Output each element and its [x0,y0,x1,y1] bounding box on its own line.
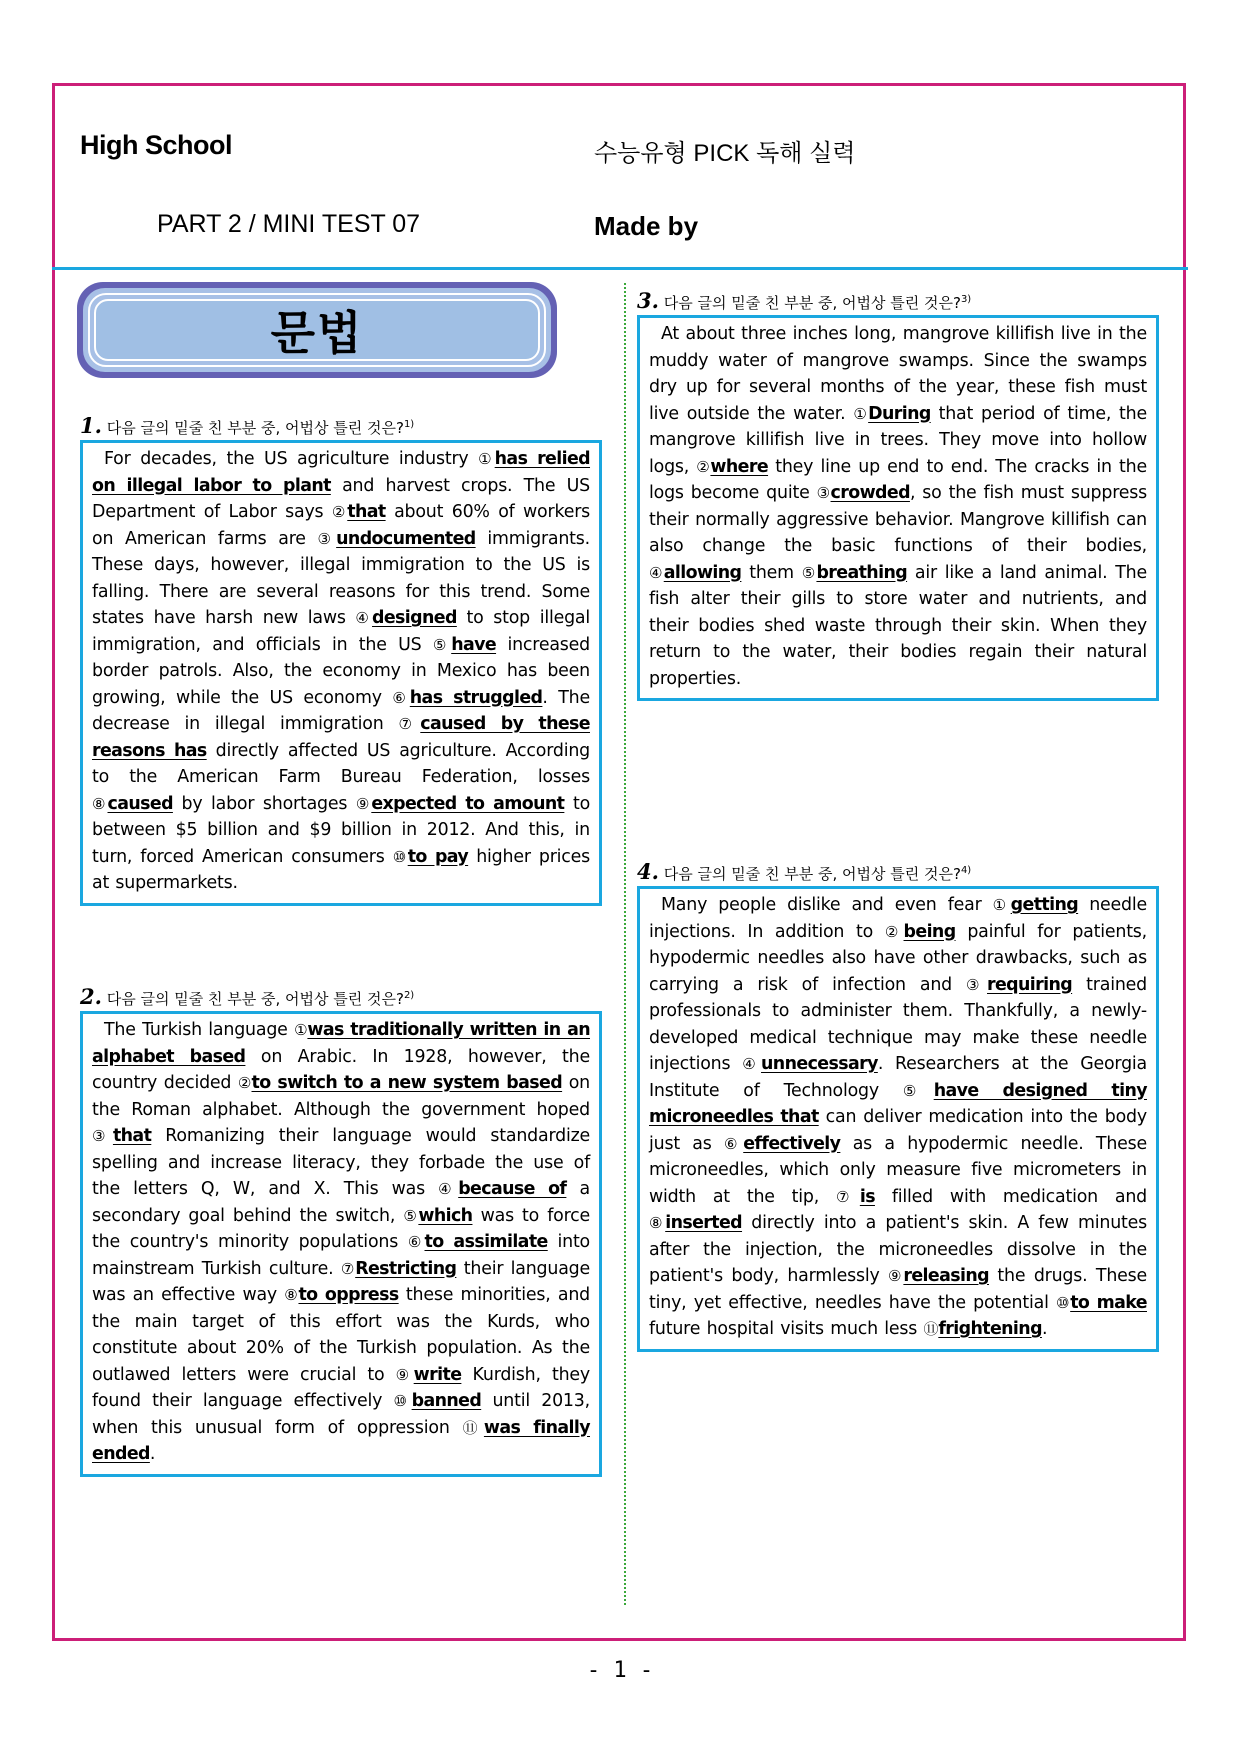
underlined-choice: breathing [816,562,908,583]
choice-number: ⑦ [340,1259,356,1278]
underlined-choice: to make [1070,1292,1147,1313]
choice-number: ⑧ [92,794,108,813]
underlined-choice: to switch to a new system based [251,1073,563,1093]
choice-number: ⑧ [649,1214,666,1232]
underlined-choice: being [903,921,956,942]
choice-number: ② [884,922,904,941]
underlined-choice: effectively [743,1133,841,1154]
choice-number: ⑤ [403,1206,419,1225]
school-level-label: High School [80,130,232,160]
underlined-choice: to assimilate [424,1232,548,1252]
choice-number: ① [294,1021,308,1039]
choice-number: ⑤ [801,563,817,582]
choice-number: ⑪ [462,1418,484,1437]
choice-number: ① [992,896,1011,914]
choice-number: ③ [317,529,337,548]
choice-number: ⑨ [888,1267,904,1285]
underlined-choice: caused by these reasons has [92,714,590,761]
underlined-choice: where [710,456,769,477]
choice-number: ⑩ [392,847,408,866]
choice-number: ③ [92,1127,113,1145]
footnote-marker: 1) [403,419,415,430]
underlined-choice: designed [372,608,457,628]
underlined-choice: allowing [663,562,742,583]
underlined-choice: requiring [987,974,1073,995]
question-prompt: 다음 글의 밑줄 친 부분 중, 어법상 틀린 것은? [106,419,404,437]
choice-number: ② [696,457,711,476]
question-heading [637,287,1159,313]
underlined-choice: because of [458,1179,567,1199]
underlined-choice: was finally ended [92,1417,590,1464]
question-heading [80,983,602,1009]
question-number: 3. [637,288,659,313]
underlined-choice: releasing [903,1266,989,1286]
question-prompt: 다음 글의 밑줄 친 부분 중, 어법상 틀린 것은? [663,294,961,312]
choice-number: ③ [966,975,987,994]
underlined-choice: caused [107,793,173,814]
choice-number: ④ [438,1180,459,1198]
underlined-choice: frightening [938,1319,1042,1339]
underlined-choice: expected to amount [371,793,565,814]
passage-box: At about three inches long, mangrove killifish live in the muddy water of mangrove swamps. Since the swamps dry up for several months of the year, these fish must live outside the water. ①During that period of time, the mangrove killifish live in trees. They move into hollow logs, ②where they line up end to end. The cracks in the logs become quite ③crowded, so the fish must suppress their normally aggressive behavior. Mangrove killifish can also change the basic functions of their bodies, ④allowing them ⑤breathing air like a land animal. The fish alter their gills to store water and nutrients, and their bodies shed waste through their skin. When they return to the water, their bodies regain their natural properties. [637,315,1159,701]
underlined-choice: that [347,502,386,522]
underlined-choice: is [859,1186,875,1207]
choice-number: ③ [816,484,831,502]
footnote-marker: 4) [960,865,972,876]
footnote-marker: 2) [403,990,415,1001]
underlined-choice: that [112,1126,152,1146]
choice-number: ⑤ [432,635,452,654]
section-banner [77,282,557,378]
underlined-choice: to pay [407,846,469,867]
question-prompt: 다음 글의 밑줄 친 부분 중, 어법상 틀린 것은? [106,990,404,1008]
choice-number: ① [853,404,869,423]
section-title: 문법 [270,306,364,360]
book-title: 수능유형 PICK 독해 실력 [594,140,856,167]
choice-number: ⑨ [355,794,372,813]
question-number: 2. [80,984,102,1009]
underlined-choice: banned [411,1391,482,1411]
underlined-choice: inserted [665,1213,743,1233]
choice-number: ⑥ [723,1134,744,1153]
footnote-marker: 3) [960,294,972,305]
question-number: 1. [80,413,102,438]
made-by-label: Made by [594,211,699,241]
page-number: - 1 - [586,1658,654,1683]
question-2 [80,983,602,1477]
choice-number: ④ [742,1055,762,1073]
question-4 [637,858,1159,1352]
choice-number: ④ [649,563,664,582]
choice-number: ⑪ [923,1320,939,1338]
choice-number: ② [237,1074,252,1092]
passage-box: The Turkish language ①was traditionally written in an alphabet based on Arabic. In 1928, however, the country decided ②to switch to a new system based on the Roman alphabet. Although the government hoped ③that Romanizing their language would standardize spelling and increase literacy, they forbade the use of the letters Q, W, and X. This was ④because of a secondary goal behind the switch, ⑤which was to force the country's minority populations ⑥to assimilate into mainstream Turkish culture. ⑦Restricting their language was an effective way ⑧to oppress these minorities, and the main target of this effort was the Kurds, who constitute about 20% of the Turkish population. As the outlawed letters were crucial to ⑨write Kurdish, they found their language effectively ⑩banned until 2013, when this unusual form of oppression ⑪was finally ended. [80,1011,602,1477]
underlined-choice: has struggled [409,687,543,708]
underlined-choice: was traditionally written in an alphabet based [92,1020,590,1067]
choice-number: ⑦ [398,715,421,733]
underlined-choice: which [418,1205,473,1226]
question-number: 4. [637,859,659,884]
underlined-choice: During [868,403,931,424]
column-divider [624,283,626,1605]
question-heading [637,858,1159,884]
underlined-choice: getting [1010,895,1079,915]
header-divider [52,267,1188,270]
passage-box: For decades, the US agriculture industry ①has relied on illegal labor to plant and harvest crops. The US Department of Labor says ②that about 60% of workers on American farms are ③undocumented immigrants. These days, however, illegal immigration to the US is falling. There are several reasons for this trend. Some states have harsh new laws ④designed to stop illegal immigration, and officials in the US ⑤have increased border patrols. Also, the economy in Mexico has been growing, while the US economy ⑥has struggled. The decrease in illegal immigration ⑦caused by these reasons has directly affected US agriculture. According to the American Farm Bureau Federation, losses ⑧caused by labor shortages ⑨expected to amount to between $5 billion and $9 billion in 2012. And this, in turn, forced American consumers ⑩to pay higher prices at supermarkets. [80,440,602,906]
underlined-choice: write [413,1364,462,1385]
choice-number: ⑥ [407,1233,425,1251]
choice-number: ⑦ [836,1187,860,1206]
choice-number: ④ [355,609,373,627]
underlined-choice: have [451,634,497,655]
question-3 [637,287,1159,701]
underlined-choice: Restricting [355,1258,457,1279]
question-heading [80,412,602,438]
underlined-choice: undocumented [336,528,476,549]
question-prompt: 다음 글의 밑줄 친 부분 중, 어법상 틀린 것은? [663,865,961,883]
choice-number: ⑩ [1055,1293,1071,1312]
choice-number: ⑤ [902,1081,934,1100]
choice-number: ② [331,503,348,521]
question-1 [80,412,602,906]
choice-number: ⑨ [395,1365,414,1384]
test-part-label: PART 2 / MINI TEST 07 [157,210,421,238]
underlined-choice: has relied on illegal labor to plant [92,449,591,496]
underlined-choice: have designed tiny microneedles that [649,1080,1147,1127]
passage-box: Many people dislike and even fear ①getting needle injections. In addition to ②being painful for patients, hypodermic needles also have other drawbacks, such as carrying a risk of infection and ③requiring trained professionals to administer them. Thankfully, a newly-developed medical technique may make these needle injections ④unnecessary. Researchers at the Georgia Institute of Technology ⑤have designed tiny microneedles that can deliver medication into the body just as ⑥effectively as a hypodermic needle. These microneedles, which only measure five micrometers in width at the tip, ⑦is filled with medication and ⑧inserted directly into a patient's skin. A few minutes after the injection, the microneedles dissolve in the patient's body, harmlessly ⑨releasing the drugs. These tiny, yet effective, needles have the potential ⑩to make future hospital visits much less ⑪frightening. [637,886,1159,1352]
choice-number: ① [478,450,495,468]
choice-number: ⑧ [284,1286,299,1304]
underlined-choice: to oppress [298,1285,399,1305]
underlined-choice: crowded [830,483,910,503]
choice-number: ⑩ [393,1392,412,1410]
choice-number: ⑥ [392,688,410,707]
underlined-choice: unnecessary [761,1054,878,1074]
